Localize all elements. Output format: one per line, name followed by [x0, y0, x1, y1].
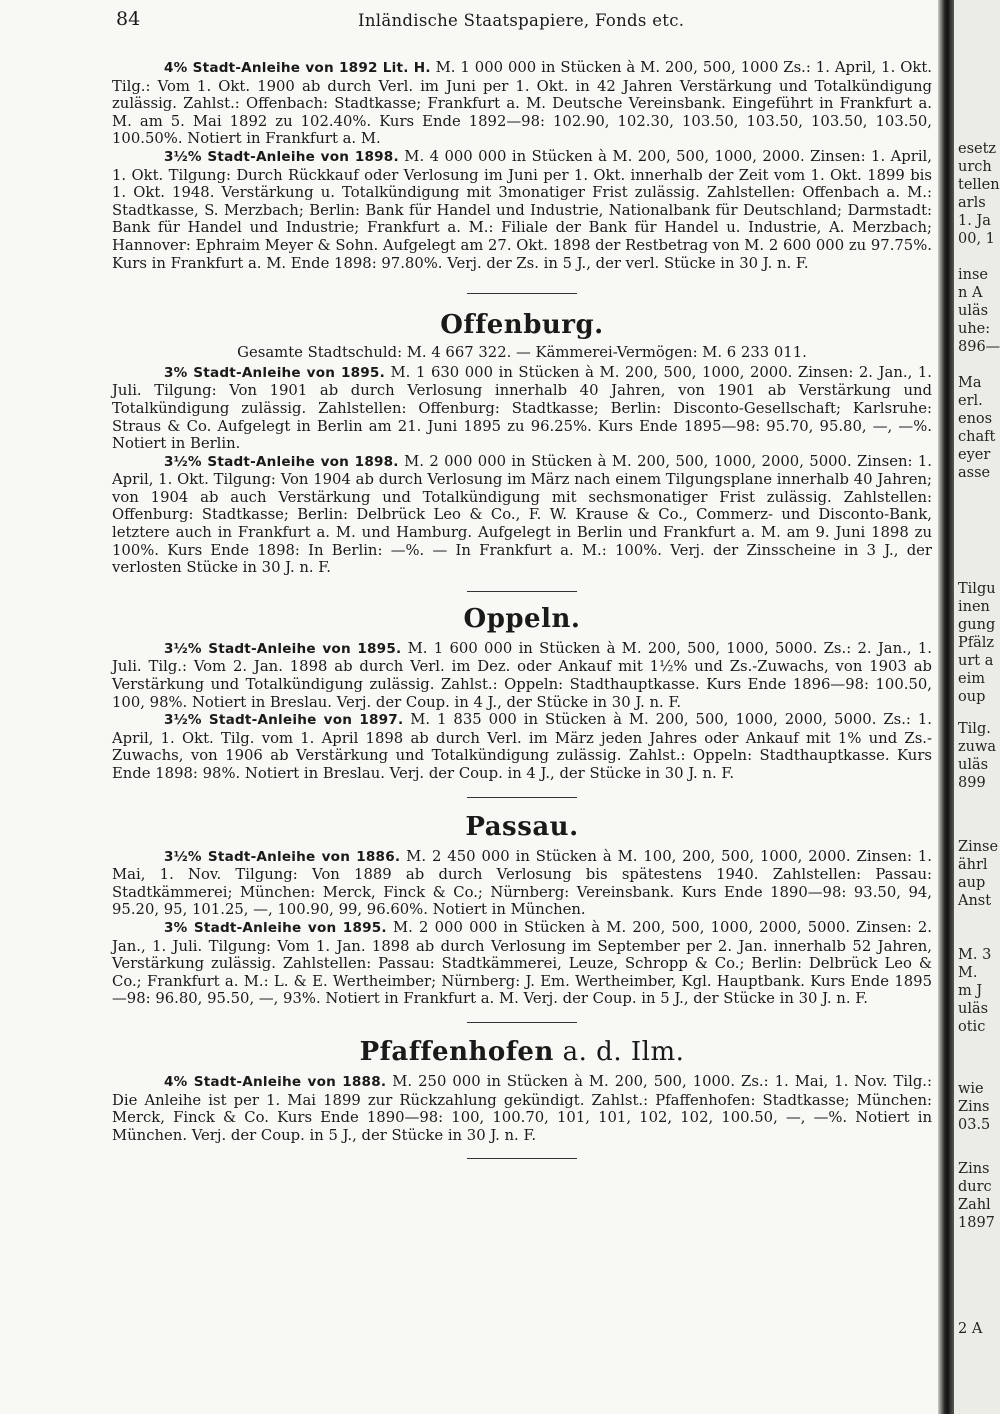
facing-page-fragment: enos — [958, 411, 993, 427]
bond-heading: 4% Stadt-Anleihe von 1888. — [164, 1073, 387, 1090]
facing-page-fragment: Pfälz — [958, 635, 995, 651]
facing-page-fragment: 00, 1 — [958, 231, 995, 247]
facing-page-fragment: 1897 — [958, 1215, 995, 1231]
facing-page-fragment: 896— — [958, 339, 1000, 355]
bond-text: M. 1 835 000 in Stücken à M. 200, 500, 1000, 2000, 5000. Zs.: 1. April, 1. Okt. Tilg. vom 1. April 1898 ab durch Verl. im März jeden Jahres oder Ankauf mit 1% und Zs.-Zuwachs, von 1906 ab Verstärkung und Totalkündigung zulässig. Zahlst.: Oppeln: Stadthauptkasse. Kurs Ende 1898: 98%. Notiert in Breslau. Verj. der Coup. in 4 J., der Stücke in 30 J. n. F. — [112, 711, 932, 782]
facing-page-fragment: asse — [958, 465, 991, 481]
facing-page-fragment: esetz — [958, 141, 997, 157]
facing-page-fragment: Zins — [958, 1099, 990, 1115]
bond-text: M. 1 630 000 in Stücken à M. 200, 500, 1000, 2000. Zinsen: 2. Jan., 1. Juli. Tilgung: Von 1901 ab durch Verlosung innerhalb 40 Jahren, von 1901 ab Verstärkung und Totalkündigung zulässig. Zahlstellen: Offenburg: Stadtkasse; Berlin: Disconto-Gesellschaft; Karlsruhe: Straus & Co. Aufgelegt in Berlin am 21. Juni 1895 zu 96.25%. Kurs Ende 1895—98: 95.70, 95.80, —, —%. Notiert in Berlin. — [112, 363, 932, 453]
facing-page-fragment: urch — [958, 159, 992, 175]
facing-page-fragment: inen — [958, 599, 990, 615]
facing-page-fragment: Zins — [958, 1161, 990, 1177]
facing-page-fragment: zuwa — [958, 739, 997, 755]
facing-page-fragment: otic — [958, 1019, 986, 1035]
facing-page-fragment: uhe: — [958, 321, 991, 337]
bond-entry — [112, 711, 932, 782]
facing-page-fragment: ährl — [958, 857, 988, 873]
bond-heading: 3½% Stadt-Anleihe von 1898. — [164, 453, 399, 470]
facing-page-fragment: 03.5 — [958, 1117, 991, 1133]
facing-page-fragment: M. — [958, 965, 978, 981]
facing-page-fragment: uläs — [958, 303, 989, 319]
city-heading — [112, 1037, 932, 1067]
facing-page-fragment: inse — [958, 267, 988, 283]
section-divider — [467, 1158, 577, 1159]
facing-page-fragment: tellen — [958, 177, 1000, 193]
city-name: Offenburg. — [440, 310, 604, 341]
facing-page-fragment: n A — [958, 285, 983, 301]
bond-heading: 4% Stadt-Anleihe von 1892 Lit. H. — [164, 60, 431, 76]
facing-page-fragment: 899 — [958, 775, 986, 791]
bond-heading: 3½% Stadt-Anleihe von 1895. — [164, 640, 402, 657]
facing-page-fragment: eim — [958, 671, 985, 687]
facing-page-fragment: uläs — [958, 757, 989, 773]
bond-heading: 3% Stadt-Anleihe von 1895. — [164, 364, 385, 381]
facing-page-fragment: oup — [958, 689, 986, 705]
facing-page-fragment: uläs — [958, 1001, 989, 1017]
bond-heading: 3½% Stadt-Anleihe von 1897. — [164, 712, 404, 729]
facing-page-fragment: M. 3 — [958, 947, 992, 963]
city-heading — [112, 812, 932, 842]
facing-page-fragment: 1. Ja — [958, 213, 991, 229]
city-heading — [112, 604, 932, 634]
bond-text: M. 1 000 000 in Stücken à M. 200, 500, 1000 Zs.: 1. April, 1. Okt. Tilg.: Vom 1. Okt. 1900 ab durch Verl. im Juni per 1. Okt. in 42 Jahren Verstärkung und Totalkündigung zulässig. Zahlst.: Offenbach: Stadtkasse; Frankfurt a. M. Deutsche Vereinsbank. Eingeführt in Frankfurt a. M. am 5. Mai 1892 zu 102.40%. Kurs Ende 1892—98: 102.90, 102.30, 103.50, 103.50, 103.50, 103.50, 100.50%. Notiert in Frankfurt a. M. — [112, 59, 932, 148]
bond-entry — [112, 59, 932, 148]
facing-page-fragment: Zahl — [958, 1197, 991, 1213]
facing-page-fragment: durc — [958, 1179, 992, 1195]
bond-entry — [112, 453, 932, 577]
bond-text: M. 2 000 000 in Stücken à M. 200, 500, 1000, 2000, 5000. Zinsen: 1. April, 1. Okt. Tilgung: Von 1904 ab durch Verlosung im März nach einem Tilgungsplane innerhalb 40 Jahren; von 1904 ab auch Verstärkung und Totalkündigung mit sechsmonatiger Frist zulässig. Zahlstellen: Offenburg: Stadtkasse; Berlin: Delbrück Leo & Co., F. W. Krause & Co., Commerz- und Disconto-Bank, letztere auch in Frankfurt a. M. und Hamburg. Aufgelegt in Berlin und Frankfurt a. M. am 9. Juni 1898 zu 100%. Kurs Ende 1898: In Berlin: —%. — In Frankfurt a. M.: 100%. Verj. der Zinsscheine in 3 J., der verlosten Stücke in 30 J. n. F. — [112, 452, 932, 577]
bond-entry — [112, 919, 932, 1008]
facing-page-fragment: Anst — [958, 893, 992, 909]
facing-page-fragment: eyer — [958, 447, 991, 463]
facing-page-fragment: 2 A — [958, 1321, 983, 1337]
book-gutter — [938, 0, 954, 1414]
bond-heading: 3½% Stadt-Anleihe von 1898. — [164, 148, 399, 165]
facing-page-fragment: arls — [958, 195, 986, 211]
bond-entry — [112, 640, 932, 711]
bond-text: M. 1 600 000 in Stücken à M. 200, 500, 1000, 5000. Zs.: 2. Jan., 1. Juli. Tilg.: Vom 2. Jan. 1898 ab durch Verl. im Dez. oder Ankauf mit 1½% und Zs.-Zuwachs, von 1903 ab Verstärkung und Totalkündigung zulässig. Zahlst.: Oppeln: Stadthauptkasse. Kurs Ende 1896—98: 100.50, 100, 98%. Notiert in Breslau. Verj. der Coup. in 4 J., der Stücke in 30 J. n. F. — [112, 639, 932, 711]
city-name: Pfaffenhofen — [359, 1036, 554, 1067]
bond-heading: 3% Stadt-Anleihe von 1895. — [164, 919, 387, 936]
facing-page-fragment: Zinse — [958, 839, 999, 855]
city-name-suffix: a. d. Ilm. — [553, 1036, 685, 1067]
bond-text: M. 250 000 in Stücken à M. 200, 500, 1000. Zs.: 1. Mai, 1. Nov. Tilg.: Die Anleihe ist per 1. Mai 1899 zur Rückzahlung gekündigt. Zahlst.: Pfaffenhofen: Stadtkasse; München: Merck, Finck & Co. Kurs Ende 1890—98: 100, 100.70, 101, 101, 102, 102, 100.50, —, —%. Notiert in München. Verj. der Coup. in 5 J., der Stücke in 30 J. n. F. — [112, 1072, 932, 1144]
bond-entry — [112, 1073, 932, 1144]
bond-entry — [112, 848, 932, 919]
facing-page-fragment: m J — [958, 983, 983, 999]
running-head: Inländische Staatspapiere, Fonds etc. — [358, 11, 685, 30]
debt-summary: Gesamte Stadtschuld: M. 4 667 322. — Kämmerei-Vermögen: M. 6 233 011. — [237, 344, 807, 362]
bond-heading: 3½% Stadt-Anleihe von 1886. — [164, 848, 401, 865]
bond-entry — [112, 364, 932, 453]
facing-page-fragment: gung — [958, 617, 996, 633]
facing-page-fragment: wie — [958, 1081, 984, 1097]
bond-text: M. 2 000 000 in Stücken à M. 200, 500, 1000, 2000, 5000. Zinsen: 2. Jan., 1. Juli. Tilgung: Vom 1. Jan. 1898 ab durch Verlosung im September per 2. Jan. innerhalb 52 Jahren, Verstärkung zulässig. Zahlstellen: Passau: Stadtkämmerei, Leuze, Schropp & Co.; Berlin: Delbrück Leo & Co.; Frankfurt a. M.: L. & E. Wertheimber; Nürnberg: J. Em. Wertheimber, Kgl. Hauptbank. Kurs Ende 1895—98: 96.80, 95.50, —, 93%. Notiert in Frankfurt a. M. Verj. der Coup. in 5 J., der Stücke in 30 J. n. F. — [112, 918, 932, 1008]
facing-page-fragment: Tilg. — [958, 721, 991, 737]
facing-page-fragment: Ma — [958, 375, 982, 391]
page-number: 84 — [116, 8, 141, 30]
facing-page-fragment: chaft — [958, 429, 996, 445]
city-name: Oppeln. — [463, 603, 581, 634]
city-heading — [112, 310, 932, 340]
facing-page-fragment: Tilgu — [958, 581, 996, 597]
facing-page-fragment: erl. — [958, 393, 983, 409]
page-content — [112, 59, 932, 1159]
bond-entry — [112, 148, 932, 272]
facing-page-fragment: urt a — [958, 653, 994, 669]
city-name: Passau. — [465, 811, 579, 842]
facing-page-fragment: aup — [958, 875, 986, 891]
facing-page-edge — [954, 0, 1000, 1414]
bond-text: M. 2 450 000 in Stücken à M. 100, 200, 500, 1000, 2000. Zinsen: 1. Mai, 1. Nov. Tilgung: Von 1889 ab durch Verlosung bis spätestens 1940. Zahlstellen: Passau: Stadtkämmerei; München: Merck, Finck & Co.; Nürnberg: Vereinsbank. Kurs Ende 1890—98: 93.50, 94, 95.20, 95, 101.25, —, 100.90, 99, 96.60%. Notiert in München. — [112, 847, 932, 919]
bond-text: M. 4 000 000 in Stücken à M. 200, 500, 1000, 2000. Zinsen: 1. April, 1. Okt. Tilgung: Durch Rückkauf oder Verlosung im Juni per 1. Okt. innerhalb der Zeit vom 1. Okt. 1899 bis 1. Okt. 1948. Verstärkung u. Totalkündigung mit 3monatiger Frist zulässig. Zahlstellen: Offenbach a. M.: Stadtkasse, S. Merzbach; Berlin: Bank für Handel und Industrie, Nationalbank für Deutschland; Darmstadt: Bank für Handel und Industrie; Frankfurt a. M.: Filiale der Bank für Handel u. Industrie, A. Merzbach; Hannover: Ephraim Meyer & Sohn. Aufgelegt am 27. Okt. 1898 der Restbetrag von M. 2 600 000 zu 97.75%. Kurs in Frankfurt a. M. Ende 1898: 97.80%. Verj. der Zs. in 5 J., der verl. Stücke in 30 J. n. F. — [112, 147, 932, 272]
